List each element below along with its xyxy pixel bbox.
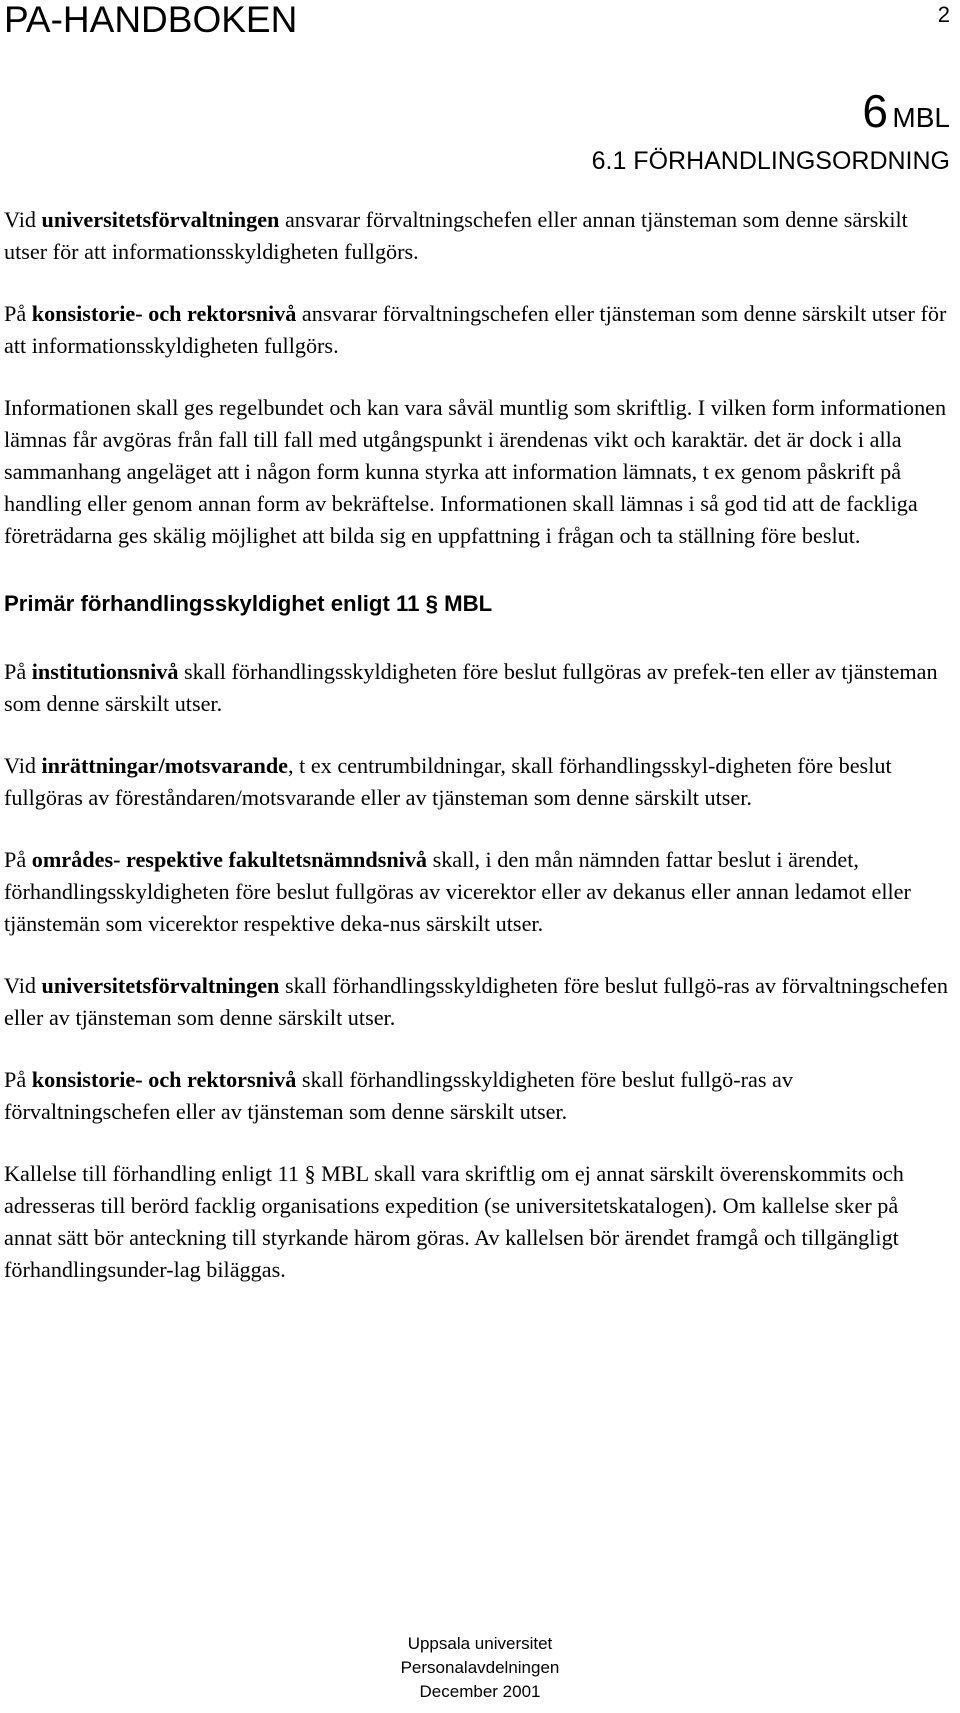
page-number: 2	[937, 2, 950, 27]
footer-organization: Uppsala universitet	[407, 1634, 553, 1653]
paragraph-3: Informationen skall ges regelbundet och kan vara såväl muntlig som skriftlig. I vilken form informationen lämnas får avgöras från fall till fall med utgångspunkt i ärendenas vikt och karaktär. det är dock i alla sammanhang angeläget att i någon form kunna styrka att information lämnats, t ex genom påskrift på handling eller genom annan form av bekräftelse. Informationen skall lämnas i så god tid att de fackliga företrädarna ges skälig möjlighet att bilda sig en uppfattning i frågan och ta ställning före beslut.	[4, 395, 947, 548]
emphasis: områdes- respektive fakultetsnämndsnivå	[31, 847, 428, 872]
paragraph-1: Vid universitetsförvaltningen ansvarar förvaltningschefen eller annan tjänsteman som denne särskilt utser för att informationsskyldigheten fullgörs.	[4, 207, 908, 264]
section-title: 6.1 FÖRHANDLINGSORDNING	[591, 147, 950, 175]
paragraph-2: På konsistorie- och rektorsnivå ansvarar förvaltningschefen eller tjänsteman som denne särskilt utser för att informationsskyldigheten fullgörs.	[4, 301, 947, 358]
document-footer	[0, 1632, 960, 1704]
chapter-title: MBL	[892, 102, 950, 133]
emphasis: inrättningar/motsvarande	[41, 753, 289, 778]
chapter-number: 6	[862, 85, 888, 137]
subheading: Primär förhandlingsskyldighet enligt 11 § MBL	[4, 591, 493, 616]
emphasis: universitetsförvaltningen	[41, 207, 280, 232]
paragraph-4: På institutionsnivå skall förhandlingsskyldigheten före beslut fullgöras av prefek-ten eller av tjänsteman som denne särskilt utser.	[4, 659, 938, 716]
footer-department: Personalavdelningen	[400, 1658, 560, 1677]
paragraph-9: Kallelse till förhandling enligt 11 § MBL skall vara skriftlig om ej annat särskilt överenskommits och adresseras till berörd facklig organisations expedition (se universitetskatalogen). Om kallelse sker på annat sätt bör anteckning till styrkande härom göras. Av kallelsen bör ärendet framgå och tillgängligt förhandlingsunder-lag biläggas.	[4, 1161, 904, 1282]
emphasis: konsistorie- och rektorsnivå	[31, 301, 297, 326]
emphasis: institutionsnivå	[31, 659, 179, 684]
paragraph-8: På konsistorie- och rektorsnivå skall förhandlingsskyldigheten före beslut fullgö-ras av förvaltningschefen eller av tjänsteman som denne särskilt utser.	[4, 1067, 793, 1124]
footer-date: December 2001	[419, 1682, 541, 1701]
emphasis: konsistorie- och rektorsnivå	[31, 1067, 297, 1092]
chapter-heading	[862, 85, 950, 137]
emphasis: universitetsförvaltningen	[41, 973, 280, 998]
paragraph-5: Vid inrättningar/motsvarande, t ex centrumbildningar, skall förhandlingsskyl-digheten före beslut fullgöras av föreståndaren/motsvarande eller av tjänsteman som denne särskilt utser.	[4, 753, 892, 810]
paragraph-7: Vid universitetsförvaltningen skall förhandlingsskyldigheten före beslut fullgö-ras av förvaltningschefen eller av tjänsteman som denne särskilt utser.	[4, 973, 948, 1030]
document-header-title: PA-HANDBOKEN	[4, 0, 298, 40]
paragraph-6: På områdes- respektive fakultetsnämndsnivå skall, i den mån nämnden fattar beslut i ärendet, förhandlingsskyldigheten före beslut fullgöras av vicerektor eller av dekanus eller annan ledamot eller tjänstemän som vicerektor respektive deka-nus särskilt utser.	[4, 847, 911, 936]
document-body	[4, 204, 950, 1286]
